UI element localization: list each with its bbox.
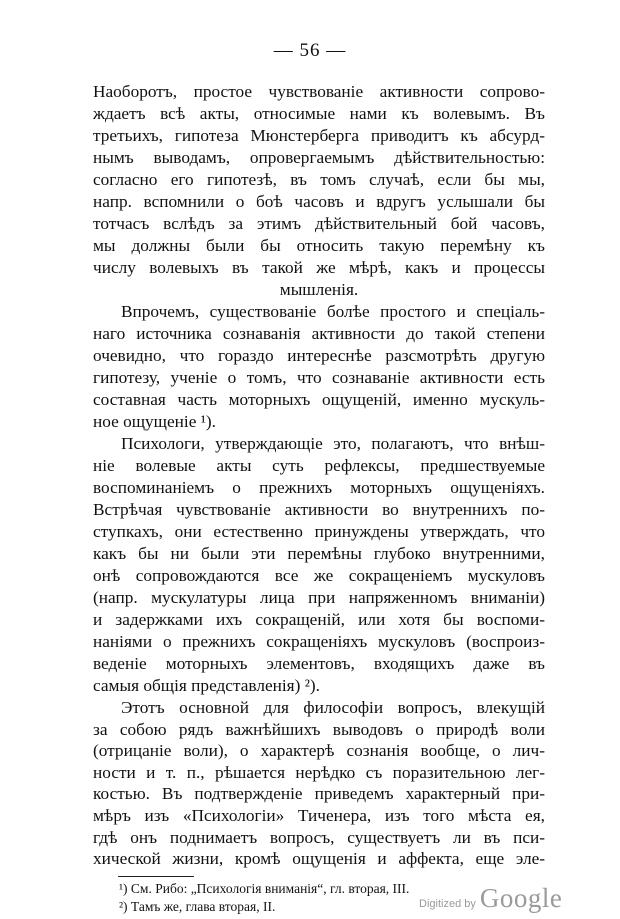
watermark-prefix: Digitized by xyxy=(419,898,476,910)
text-line: ное ощущеніе ¹). xyxy=(93,412,216,431)
text-line: Наоборотъ, простое чувствованіе активности сопрово- xyxy=(93,82,545,101)
text-line: Впрочемъ, существованіе болѣе простого и спеціаль- xyxy=(121,302,545,321)
text-line: согласно его гипотезѣ, въ томъ случаѣ, если бы мы, xyxy=(93,170,545,189)
text-line: гдѣ онъ поднимаетъ вопросъ, существуетъ ли въ пси- xyxy=(93,827,545,847)
footnote: ²) Тамъ же, глава вторая, II. xyxy=(119,899,276,914)
text-line: напр. вспомнили о боѣ часовъ и вдругъ услышали бы xyxy=(93,192,545,211)
text-line: очевидно, что гораздо интереснѣе разсмотрѣть другую xyxy=(93,346,545,365)
text-line: мѣръ изъ «Психологіи» Тиченера, изъ того мѣста ея, xyxy=(93,806,545,825)
text-line: какъ бы ни были эти перемѣны глубоко внутренними, xyxy=(93,544,545,563)
digitized-by-google-watermark xyxy=(419,883,562,917)
text-line: за собою рядъ важнѣйшихъ выводовъ о природѣ воли xyxy=(93,719,545,739)
text-line: наніями о прежнихъ сокращеніяхъ мускуловъ (воспроиз- xyxy=(93,632,545,651)
google-logo: Google xyxy=(479,883,563,913)
text-line: костью. Въ подтвержденіе приведемъ характерный при- xyxy=(93,784,545,804)
text-line: воспоминаніемъ о прежнихъ моторныхъ ощущеніяхъ. xyxy=(93,478,545,497)
text-line: самыя общія представленія) ²). xyxy=(93,676,320,695)
text-line: ніе волевые акты суть рефлексы, предшествуемые xyxy=(93,456,545,475)
text-line: ступкахъ, они естественно принуждены утверждать, что xyxy=(93,522,545,541)
text-line: и задержками ихъ сокращеній, или хотя бы воспоми- xyxy=(93,610,545,629)
text-line: наго источника сознаванія активности до такой степени xyxy=(93,324,545,343)
text-line: третьихъ, гипотеза Мюнстерберга приводитъ къ абсурд- xyxy=(93,126,545,145)
text-line: Этотъ основной для философіи вопросъ, влекущій xyxy=(121,698,545,717)
text-line: ждаетъ всѣ акты, относимые нами къ волевымъ. Въ xyxy=(93,104,545,123)
text-line: составная часть моторныхъ ощущеній, именно мускуль- xyxy=(93,390,545,409)
text-line: хической жизни, кромѣ ощущенія и аффекта, еще эле- xyxy=(93,849,545,869)
text-line: Встрѣчая чувствованіе активности во внутреннихъ по- xyxy=(93,500,545,519)
footnote-divider xyxy=(118,876,194,877)
page-number: — 56 — xyxy=(273,40,347,61)
text-line: онѣ сопровождаются все же сокращеніемъ мускуловъ xyxy=(93,566,545,585)
text-line: Психологи, утверждающіе это, полагаютъ, что внѣш- xyxy=(121,434,545,453)
footnote: ¹) См. Рибо: „Психологія вниманія“, гл. вторая, III. xyxy=(119,881,410,896)
text-line: гипотезу, ученіе о томъ, что сознаваніе активности есть xyxy=(93,368,545,387)
text-line: нымъ выводамъ, опровергаемымъ дѣйствительностью: xyxy=(93,148,545,167)
text-line: мышленія. xyxy=(279,280,359,299)
text-line: (отрицаніе воли), о характерѣ сознанія вообще, о лич- xyxy=(93,741,545,761)
text-line: веденіе моторныхъ элементовъ, входящихъ даже въ xyxy=(93,654,545,673)
text-line: (напр. мускулатуры лица при напряженномъ вниманіи) xyxy=(93,588,545,607)
text-line: числу волевыхъ въ такой же мѣрѣ, какъ и процессы xyxy=(93,258,545,277)
text-line: мы должны были бы относить такую перемѣну къ xyxy=(93,236,545,255)
text-line: ности и т. п., рѣшается нерѣдко съ поразительною лег- xyxy=(93,762,545,782)
text-line: тотчасъ вслѣдъ за этимъ дѣйствительный бой часовъ, xyxy=(93,214,545,233)
